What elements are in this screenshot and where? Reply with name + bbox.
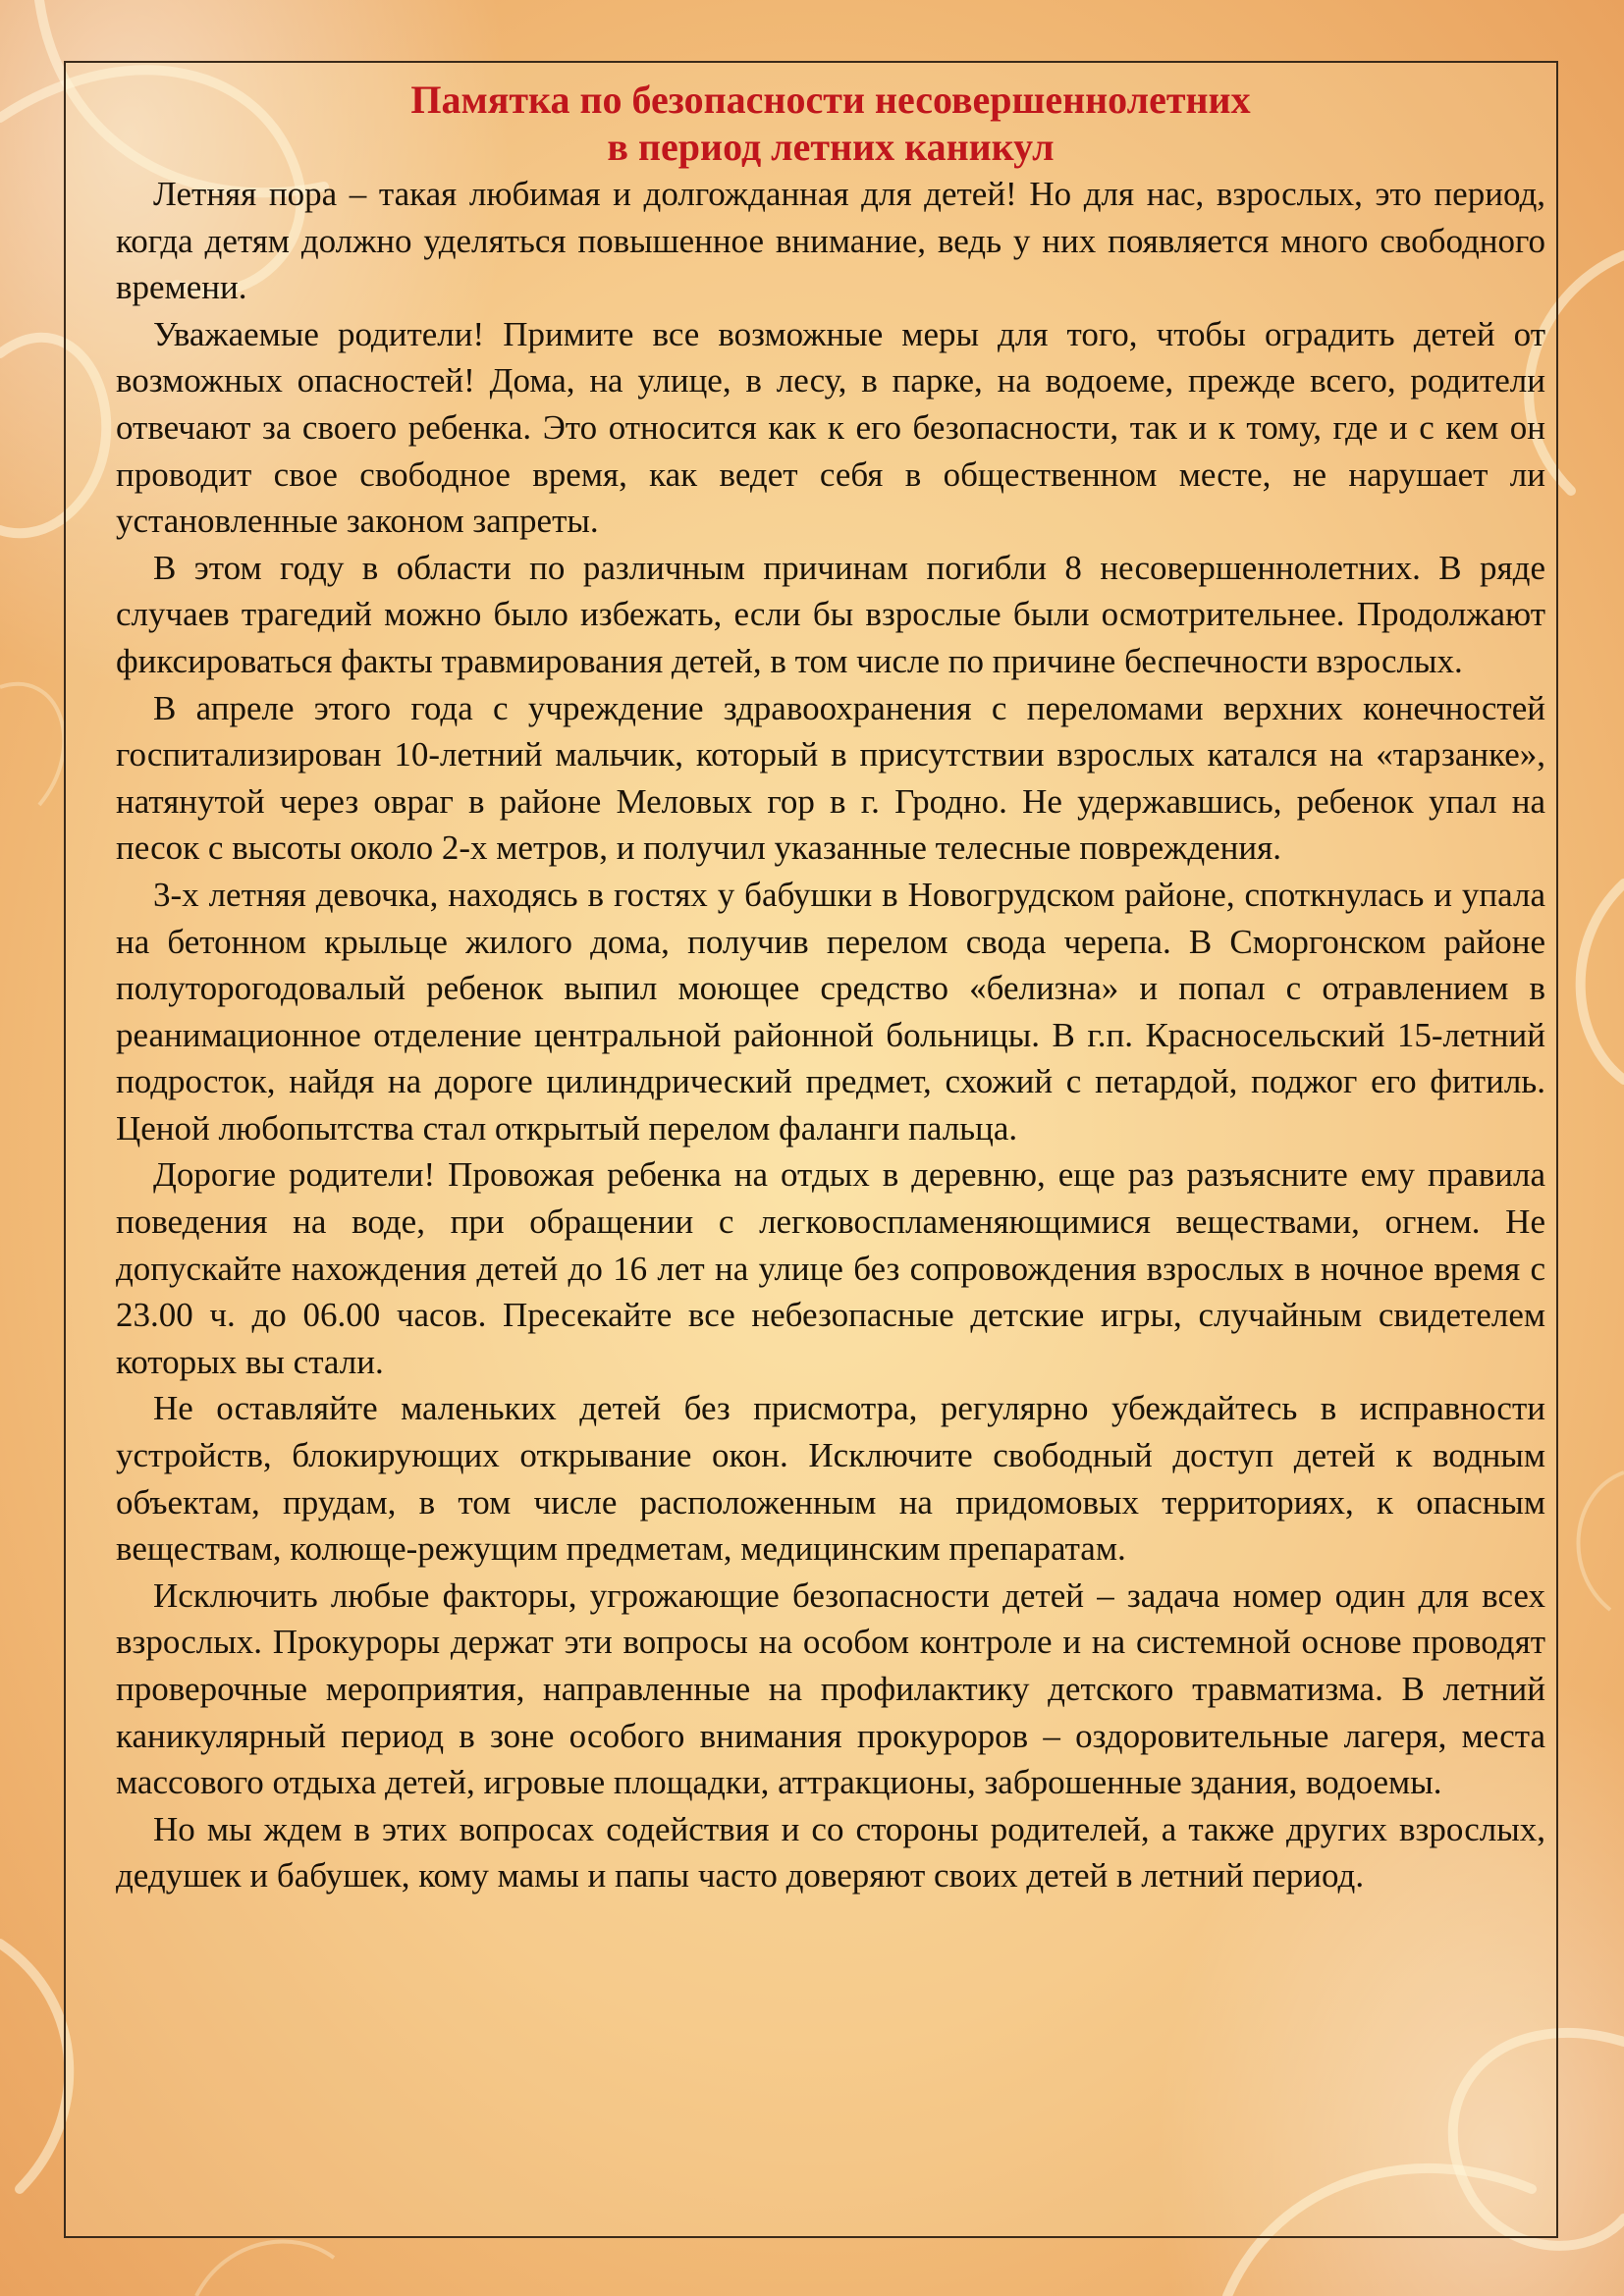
paragraph: 3-х летняя девочка, находясь в гостях у бабушки в Новогрудском районе, споткнулась и упала на бетонном крыльце жилого дома, получив перелом свода черепа. В Сморгонском районе полуторогодовалый ребенок выпил моющее средство «белизна» и попал с отравлением в реанимационное отделение центральной районной больницы. В г.п. Красносельский 15-летний подросток, найдя на дороге цилиндрический предмет, схожий с петардой, поджог его фитиль. Ценой любопытства стал открытый перелом фаланги пальца. — [116, 875, 1545, 1148]
page-title — [116, 77, 1545, 171]
paragraph: Дорогие родители! Провожая ребенка на отдых в деревню, еще раз разъясните ему правила поведения на воде, при обращении с легковоспламеняющимися веществами, огнем. Не допускайте нахождения детей до 16 лет на улице без сопровождения взрослых в ночное время с 23.00 ч. до 06.00 часов. Пресекайте все небезопасные детские игры, случайным свидетелем которых вы стали. — [116, 1155, 1545, 1381]
paragraph: В апреле этого года с учреждение здравоохранения с переломами верхних конечностей госпитализирован 10-летний мальчик, который в присутствии взрослых катался на «тарзанке», натянутой через овраг в районе Меловых гор в г. Гродно. Не удержавшись, ребенок упал на песок с высоты около 2-х метров, и получил указанные телесные повреждения. — [116, 688, 1545, 868]
paragraph: Летняя пора – такая любимая и долгожданная для детей! Но для нас, взрослых, это период, когда детям должно уделяться повышенное внимание, ведь у них появляется много свободного времени. — [116, 175, 1545, 307]
memo-body — [116, 171, 1545, 1899]
paragraph: Уважаемые родители! Примите все возможные меры для того, чтобы оградить детей от возможных опасностей! Дома, на улице, в лесу, в парке, на водоеме, прежде всего, родители отвечают за своего ребенка. Это относится как к его безопасности, так и к тому, где и с кем он проводит свое свободное время, как ведет себя в общественном месте, не нарушает ли установленные законом запреты. — [116, 314, 1545, 541]
title-line-2: в период летних каникул — [607, 125, 1055, 169]
memo-document — [116, 77, 1545, 1899]
paragraph: Не оставляйте маленьких детей без присмотра, регулярно убеждайтесь в исправности устройств, блокирующих открывание окон. Исключите свободный доступ детей к водным объектам, прудам, в том числе расположенным на придомовых территориях, к опасным веществам, колюще-режущим предметам, медицинским препаратам. — [116, 1389, 1545, 1569]
paragraph: Но мы ждем в этих вопросах содействия и со стороны родителей, а также других взрослых, дедушек и бабушек, кому мамы и папы часто доверяют своих детей в летний период. — [116, 1809, 1545, 1896]
title-line-1: Памятка по безопасности несовершеннолетних — [410, 78, 1251, 122]
paragraph: В этом году в области по различным причинам погибли 8 несовершеннолетних. В ряде случаев трагедий можно было избежать, если бы взрослые были осмотрительнее. Продолжают фиксироваться факты травмирования детей, в том числе по причине беспечности взрослых. — [116, 548, 1545, 680]
paragraph: Исключить любые факторы, угрожающие безопасности детей – задача номер один для всех взрослых. Прокуроры держат эти вопросы на особом контроле и на системной основе проводят проверочные мероприятия, направленные на профилактику детского травматизма. В летний каникулярный период в зоне особого внимания прокуроров – оздоровительные лагеря, места массового отдыха детей, игровые площадки, аттракционы, заброшенные здания, водоемы. — [116, 1575, 1545, 1802]
